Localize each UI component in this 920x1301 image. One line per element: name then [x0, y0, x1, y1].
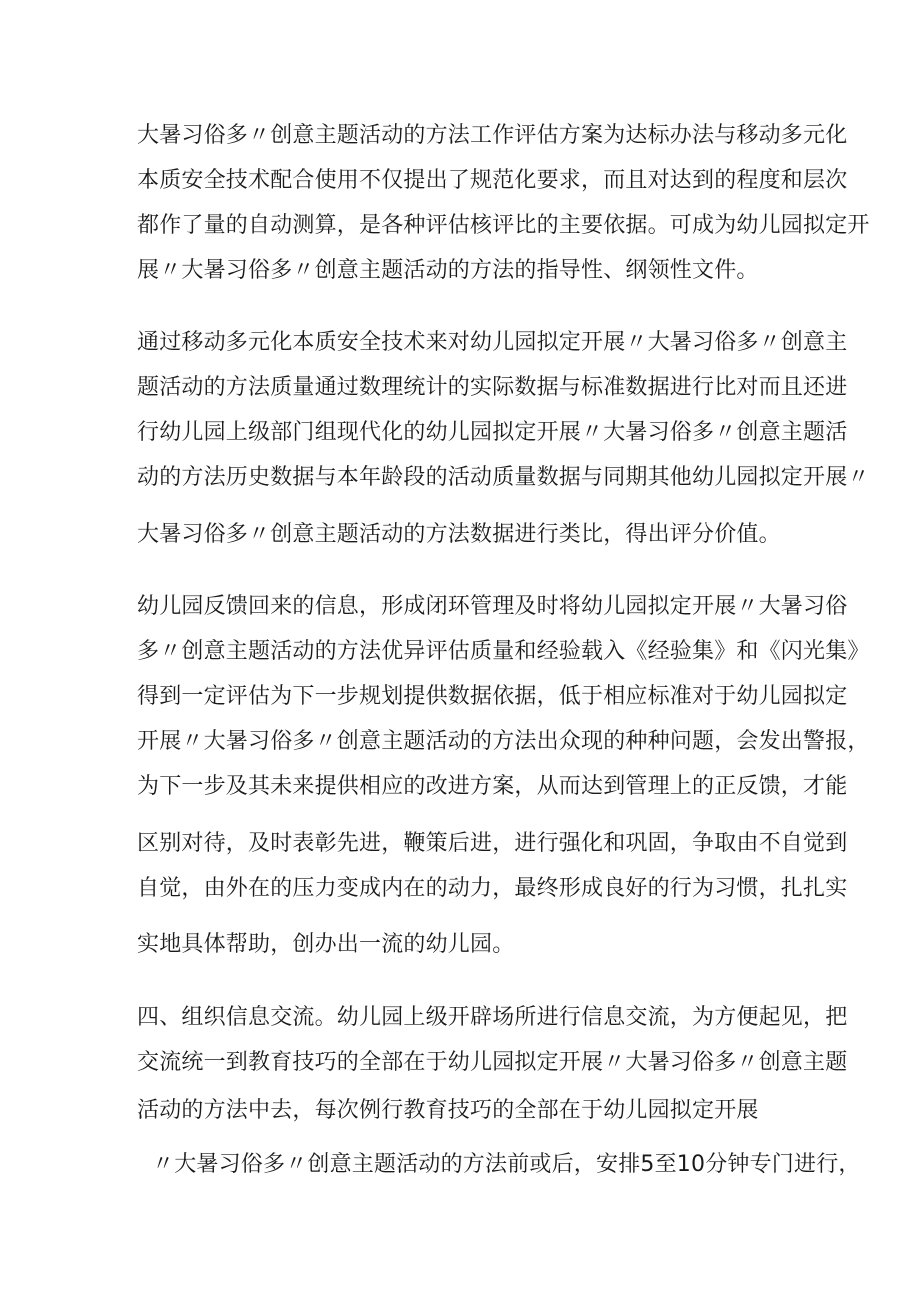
paragraph-2-line-1: 通过移动多元化本质安全技术来对幼儿园拟定开展〃大暑习俗多〃创意主	[137, 330, 848, 355]
paragraph-1-line-2: 本质安全技术配合使用不仅提出了规范化要求，而且对达到的程度和层次	[137, 168, 848, 193]
paragraph-2-line-2: 题活动的方法质量通过数理统计的实际数据与标准数据进行比对而且还进	[137, 375, 848, 400]
paragraph-2-line-4: 动的方法历史数据与本年龄段的活动质量数据与同期其他幼儿园拟定开展〃	[137, 465, 870, 490]
paragraph-3-line-6: 区别对待，及时表彰先进，鞭策后进，进行强化和巩固，争取由不自觉到	[137, 831, 848, 856]
paragraph-3-line-5: 为下一步及其未来提供相应的改进方案，从而达到管理上的正反馈，才能	[137, 774, 848, 799]
paragraph-1-line-1: 大暑习俗多〃创意主题活动的方法工作评估方案为达标办法与移动多元化	[137, 123, 848, 148]
paragraph-1-line-3: 都作了量的自动测算，是各种评估核评比的主要依据。可成为幼儿园拟定开	[137, 213, 870, 238]
paragraph-4-line-2: 交流统一到教育技巧的全部在于幼儿园拟定开展〃大暑习俗多〃创意主题	[137, 1050, 848, 1075]
paragraph-3-line-4: 开展〃大暑习俗多〃创意主题活动的方法出众现的种种问题，会发出警报，	[137, 729, 870, 754]
paragraph-2-line-3: 行幼儿园上级部门组现代化的幼儿园拟定开展〃大暑习俗多〃创意主题活	[137, 420, 848, 445]
paragraph-4-line-3: 活动的方法中去，每次例行教育技巧的全部在于幼儿园拟定开展	[137, 1098, 759, 1123]
paragraph-2-line-5: 大暑习俗多〃创意主题活动的方法数据进行类比，得出评分价值。	[137, 522, 781, 547]
paragraph-3-line-3: 得到一定评估为下一步规划提供数据依据，低于相应标准对于幼儿园拟定	[137, 684, 848, 709]
paragraph-3-line-8: 实地具体帮助，创办出一流的幼儿园。	[137, 932, 515, 957]
paragraph-4-line-1: 四、组织信息交流。幼儿园上级开辟场所进行信息交流，为方便起见，把	[137, 1005, 848, 1030]
paragraph-3-line-2: 多〃创意主题活动的方法优异评估质量和经验载入《经验集》和《闪光集》	[137, 639, 870, 664]
paragraph-3-line-7: 自觉，由外在的压力变成内在的动力，最终形成良好的行为习惯，扎扎实	[137, 876, 848, 901]
paragraph-4-line-4: 〃大暑习俗多〃创意主题活动的方法前或后，安排5至10分钟专门进行，	[152, 1152, 861, 1177]
paragraph-3-line-1: 幼儿园反馈回来的信息，形成闭环管理及时将幼儿园拟定开展〃大暑习俗	[137, 594, 848, 619]
paragraph-1-line-4: 展〃大暑习俗多〃创意主题活动的方法的指导性、纲领性文件。	[137, 258, 759, 283]
